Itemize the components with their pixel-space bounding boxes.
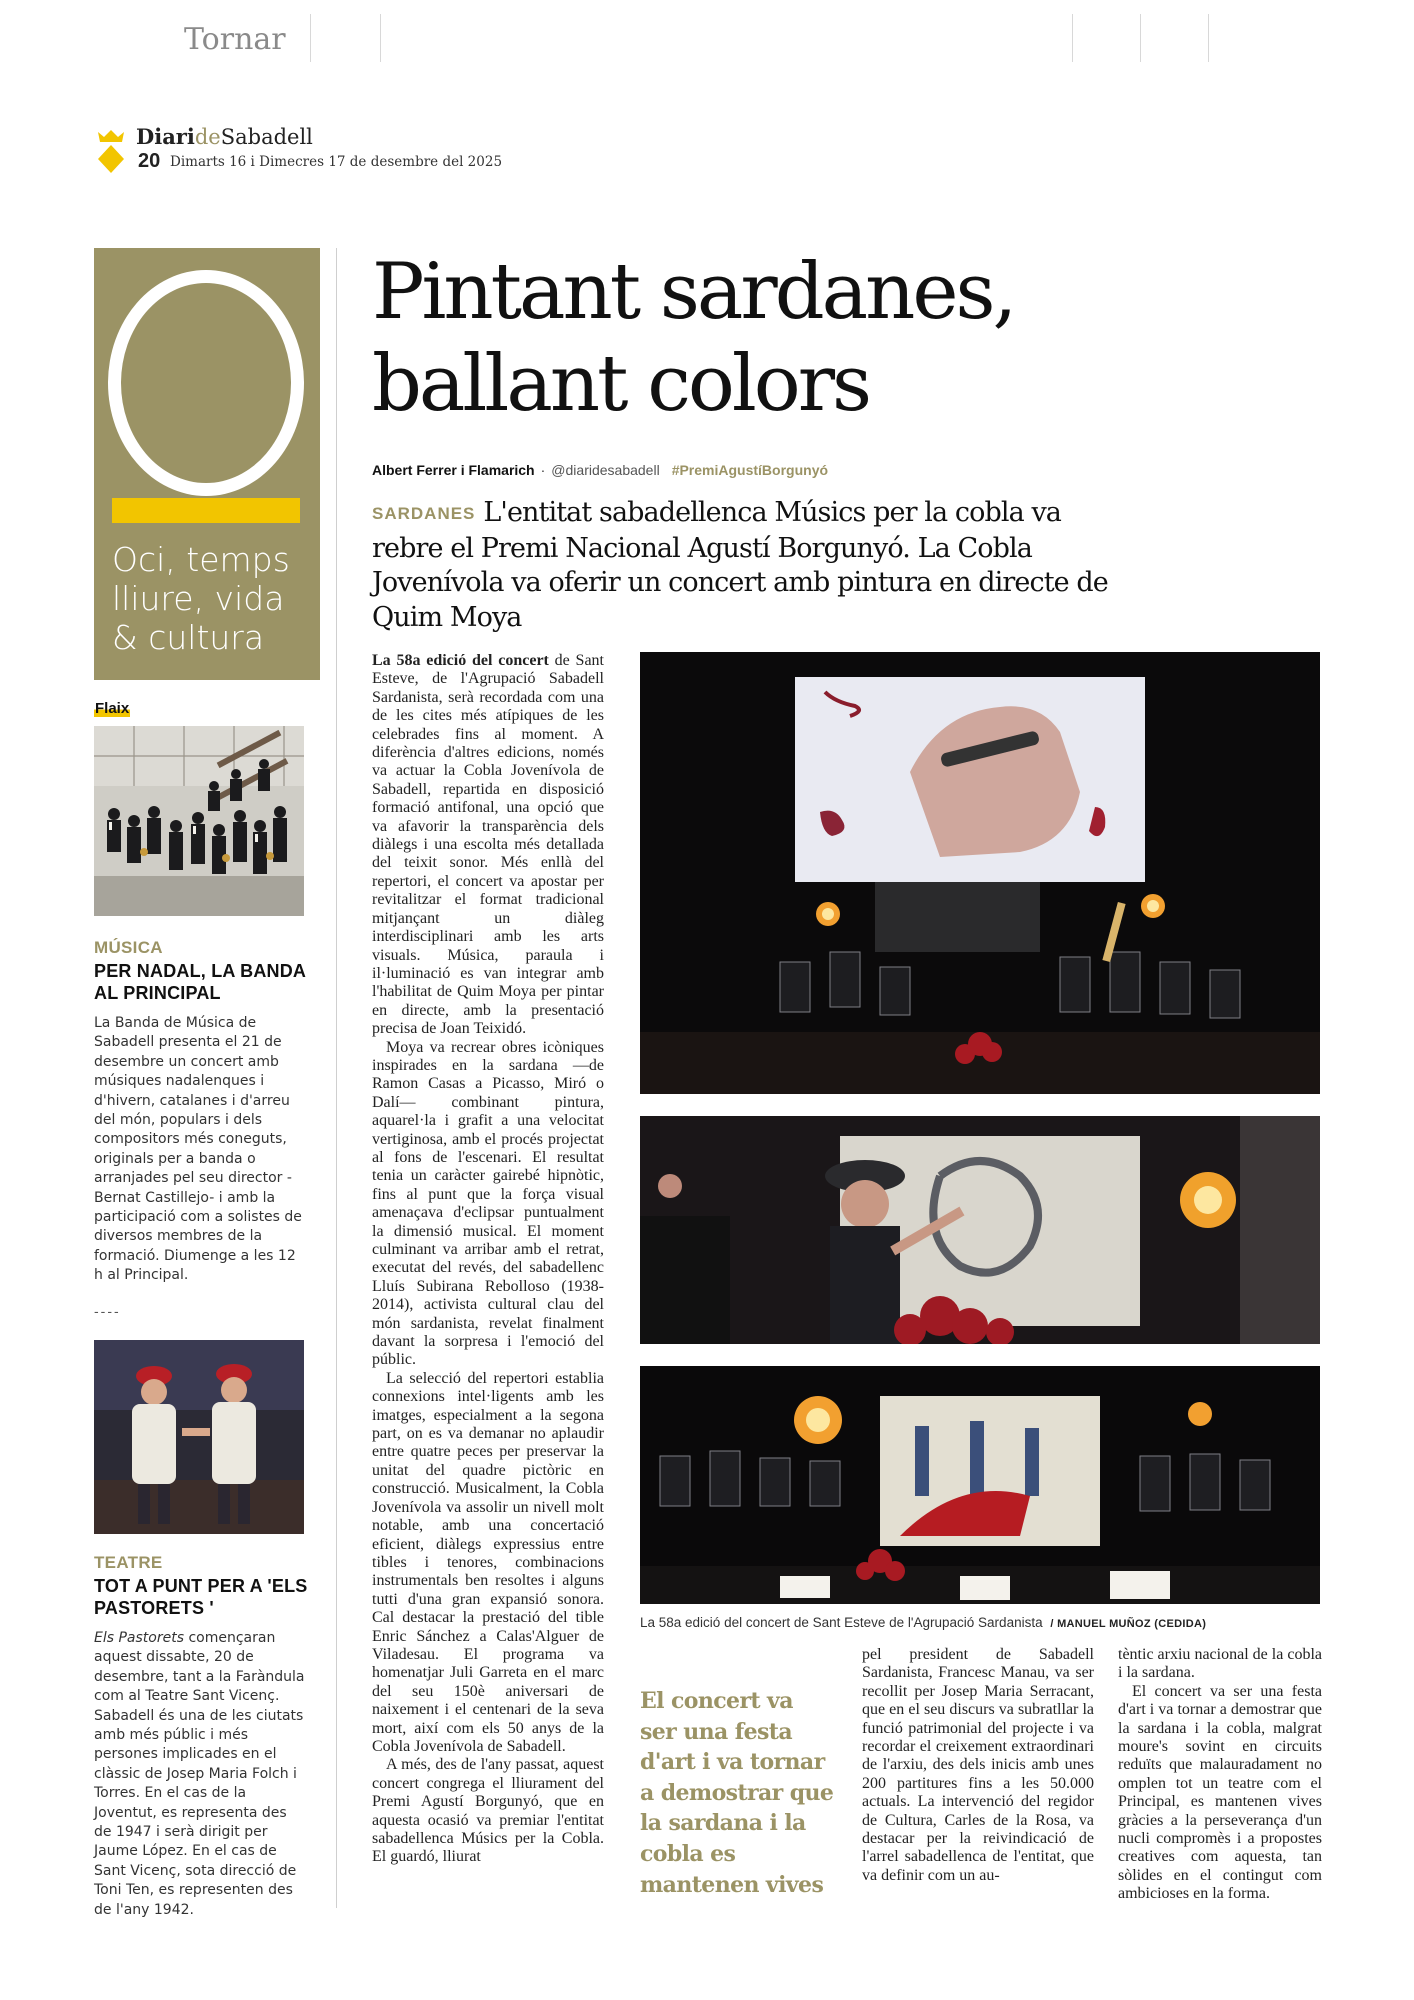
hashtag: #PremiAgustíBorgunyó [671, 462, 829, 478]
sidebar-kicker-theatre: TEATRE [94, 1553, 163, 1572]
article-column-1: La 58a edició del concert de Sant Esteve, de l'Agrupació Sabadell Sardanista, serà recordada com una de les cites més atípiques de les celebrades fins al moment. A diferència d'altres edicions, només va actuar la Cobla Jovenívola de Sabadell, repartida en disposició formació antifonal, una opció que va afavorir la transparència dels diàlegs i una escolta més detallada del teixit sonor. Més enllà del repertori, el concert va apostar per revitalitzar el format tradicional mitjançant un diàleg interdisciplinari amb les arts visuals. Música, paraula i il·luminació es van integrar amb l'habilitat de Quim Moya per pintar en directe, amb la presentació precisa de Joan Teixidó. Moya va recrear obres icòniques inspirades en la sardana —de Ramon Casas a Picasso, Miró o Dalí— combinant pintura, aquarel·la i grafit a una velocitat vertiginosa, amb el procés projectat al fons de l'escenari. El resultat tenia un caràcter gairebé hipnòtic, fins al punt que la força visual amenaçava d'eclipsar puntualment la dimensió musical. El moment culminant va arribar amb el retrat, executat del revés, del sabadellenc Lluís Subirana Rebolloso (1938-2014), activista cultural clau del món sardanista, revelat finalment davant la sorpresa i l'emoció del públic. La selecció del repertori establia connexions intel·ligents amb les imatges, especialment a la segona part, on es va demanar no aplaudir entre quatre peces per preservar la unitat del quadre pictòric en construcció. Musicalment, la Cobla Jovenívola va assolir un nivell molt notable, amb una concertació eficient, diàlegs expressius entre tibles i tenores, combinacions instrumentals ben resoltes i alguns tutti d'una gran expansió sonora. Cal destacar la prestació del tible Enric Sánchez a Calas'Alguer de Viladesau. El programa va homenatjar Juli Garreta en el marc del seu 150è aniversari de naixement i el centenari de la seva mort, així com els 50 anys de la Cobla Jovenívola de Sabadell. A més, des de l'any passat, aquest concert congrega el lliurament del Premi Agustí Borgunyó, que en aquesta ocasió va premiar l'entitat sabadellenca Músics per la Cobla. El guardó, lliurat [372, 652, 605, 1866]
sidebar-headline-music: PER NADAL, LA BANDA AL PRINCIPAL [94, 961, 306, 1003]
concert-photo-painting [640, 1366, 1320, 1604]
section-name: Oci, temps lliure, vida & cultura [112, 540, 290, 657]
sidebar-kicker-music: MÚSICA [94, 938, 163, 957]
accent-bar [112, 498, 300, 523]
photo-credit: / MANUEL MUÑOZ (CEDIDA) [1050, 1618, 1207, 1630]
sidebar-body-music: La Banda de Música de Sabadell presenta el 21 de desembre un concert amb músiques nadalenques i d'hivern, catalanes i d'arreu del món, populars i dels compositors més coneguts, originals per a banda o arranjades pel seu director -Bernat Castillejo- i amb la participació com a solistes de diversos membres de la formació. Diumenge a les 12 h al Principal. [94, 1015, 302, 1284]
pull-quote: El concert va ser una festa d'art i va tornar a demostrar que la sardana i la cobla es mantenen vives [640, 1688, 834, 1898]
newspaper-name: DiarideSabadell [136, 124, 313, 149]
painter-photo [640, 1116, 1320, 1344]
sidebar-divider: ---- [94, 1303, 121, 1319]
back-button[interactable]: Tornar [184, 22, 286, 57]
column-divider [336, 248, 337, 1908]
toolbar-divider [380, 14, 381, 62]
crown-logo-icon [96, 128, 126, 176]
sidebar-headline-theatre: TOT A PUNT PER A 'ELS PASTORETS ' [94, 1576, 308, 1618]
article-column-4: tèntic arxiu nacional de la cobla i la sardana. El concert va ser una festa d'art i va tornar a demostrar que la sardana i la cobla, malgrat moure's sovint en circuits reduïts que malauradament no omplen tot un teatre com el Principal, es mantenen vives gràcies a la perseverança d'un nucli compromès i a propostes creatives com aquesta, tan sòlides en el contingut com ambicioses en la forma. [1118, 1646, 1322, 1903]
lead-in: La 58a edició del concert [372, 652, 549, 669]
toolbar-divider [1208, 14, 1209, 62]
pastorets-photo [94, 1340, 304, 1534]
section-header-box [94, 248, 320, 680]
top-bar [0, 0, 1414, 80]
byline: Albert Ferrer i Flamarich · @diaridesabadell #PremiAgustíBorgunyó [372, 462, 829, 478]
article-headline: Pintant sardanes, ballant colors [372, 247, 1015, 429]
article-dek: SARDANES L'entitat sabadellenca Músics per la cobla va rebre el Premi Nacional Agustí Borgunyó. La Cobla Jovenívola va oferir un concert amb pintura en directe de Quim Moya [372, 497, 1108, 633]
toolbar-divider [1072, 14, 1073, 62]
photo-caption: La 58a edició del concert de Sant Esteve de l'Agrupació Sardanista / MANUEL MUÑOZ (CEDIDA) [640, 1615, 1207, 1630]
dek-section-label: SARDANES [372, 504, 476, 523]
article-column-3: pel president de Sabadell Sardanista, Francesc Manau, va ser recollit per Josep Maria Serracant, que en el seu discurs va subratllar la funció patrimonial del projecte i va recordar el creixement extraordinari de l'arxiu, des dels inicis amb unes 200 partitures fins a les 50.000 actuals. La intervenció del regidor de Cultura, Carles de la Rosa, va destacar per la reivindicació de l'arrel sabadellenca de l'entitat, que va definir com un au- [862, 1646, 1094, 1884]
section-o-icon [108, 270, 304, 496]
toolbar-divider [310, 14, 311, 62]
toolbar-divider [1140, 14, 1141, 62]
social-handle: @diaridesabadell [551, 462, 660, 478]
concert-photo-stage [640, 652, 1320, 1094]
issue-date: Dimarts 16 i Dimecres 17 de desembre del 2025 [170, 154, 503, 170]
page-number: 20 [138, 150, 161, 172]
sidebar-body-theatre: Els Pastorets començaran aquest dissabte, 20 de desembre, tant a la Faràndula com al Teatre Sant Vicenç. Sabadell és una de les ciutats amb més públic i més persones implicades en el clàssic de Josep Maria Folch i Torres. En el cas de la Joventut, es representa des de 1947 i serà dirigit per Jaume López. En el cas de Sant Vicenç, sota direcció de Toni Ten, es representen des de l'any 1942. [94, 1630, 305, 1918]
sidebar-label: Flaix [95, 700, 130, 717]
author-name: Albert Ferrer i Flamarich [372, 462, 535, 478]
band-photo [94, 726, 304, 916]
